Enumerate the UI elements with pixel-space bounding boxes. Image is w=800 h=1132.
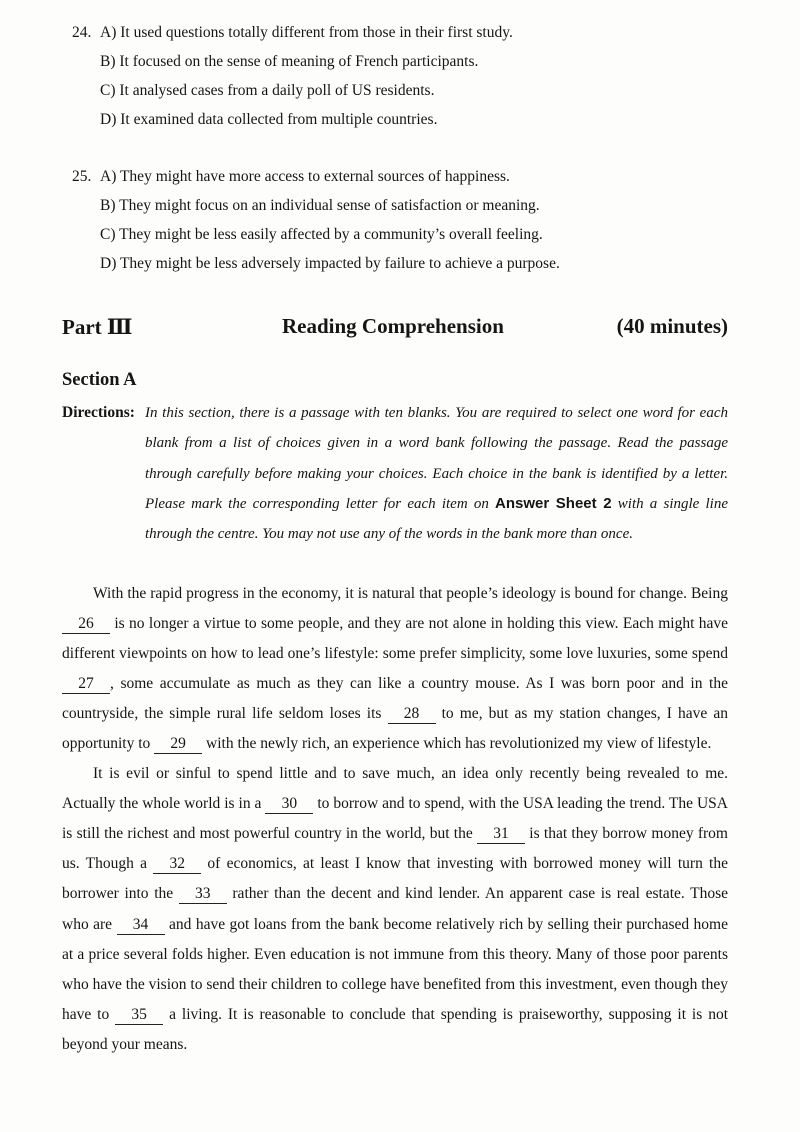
blank-34: 34 <box>117 916 165 935</box>
directions-text-part: In this section, there is a passage with ten blanks. You are required to select one word for each blank from a list of choices given in a word bank following the passage. Read the passage through carefully before making your choices. Each choice in the bank is identified by a letter. Please mark the corresponding letter for each item on <box>145 405 728 512</box>
option-text: It examined data collected from multiple countries. <box>120 111 438 128</box>
question-option <box>72 220 560 249</box>
blank-33: 33 <box>179 885 227 904</box>
option-text: They might be less adversely impacted by failure to achieve a purpose. <box>119 255 560 272</box>
answer-sheet-reference: Answer Sheet 2 <box>495 494 612 512</box>
question-number: 24. <box>72 24 92 41</box>
option-letter: B) <box>100 197 116 214</box>
question-option <box>72 18 513 47</box>
directions-label: Directions: <box>62 404 135 421</box>
blank-29: 29 <box>154 735 202 754</box>
option-letter: A) <box>100 24 117 41</box>
option-text: It analysed cases from a daily poll of US residents. <box>119 82 435 99</box>
passage-text: is no longer a virtue to some people, and they are not alone in holding this view. Each might have different viewpoints on how to lead one’s lifestyle: some prefer simplicity, some love luxuries, some spend <box>62 615 728 663</box>
question-option <box>72 162 560 191</box>
option-text: It used questions totally different from those in their first study. <box>120 24 513 41</box>
passage-text: and have got loans from the bank become relatively rich by selling their purchased home at a price several folds higher. Even education is not immune from this theory. Many of those poor parents who have the vision to send their children to college have benefited from this investment, even though they have to <box>62 915 728 1023</box>
blank-26: 26 <box>62 615 110 634</box>
option-text: It focused on the sense of meaning of French participants. <box>119 53 479 70</box>
option-letter: C) <box>100 82 116 99</box>
passage-text: with the newly rich, an experience which has revolutionized my view of lifestyle. <box>202 735 712 753</box>
passage-text: to borrow and to spend, with the USA leading the trend. The USA is still the richest and most powerful country in the world, but the <box>62 795 729 843</box>
option-letter: D) <box>100 255 117 272</box>
directions-text-part: with a single line through the centre. You may not use any of the words in the bank more than once. <box>145 495 728 543</box>
option-letter: A) <box>100 168 117 185</box>
option-text: They might focus on an individual sense of satisfaction or meaning. <box>119 197 540 214</box>
part-heading <box>62 314 728 344</box>
option-text: They might have more access to external sources of happiness. <box>119 168 510 185</box>
passage-paragraph <box>62 579 728 759</box>
passage-text: of economics, at least I know that investing with borrowed money will turn the borrower into the <box>62 855 728 903</box>
option-letter: C) <box>100 226 116 243</box>
option-letter: B) <box>100 53 116 70</box>
reading-passage <box>62 579 728 1060</box>
blank-27: 27 <box>62 675 110 694</box>
passage-paragraph <box>62 759 728 1059</box>
passage-text: to me, but as my station changes, I have an opportunity to <box>62 705 728 753</box>
directions-text <box>145 398 728 549</box>
blank-31: 31 <box>477 825 525 844</box>
question-number: 25. <box>72 168 92 185</box>
question-option <box>72 47 513 76</box>
passage-text: rather than the decent and kind lender. An apparent case is real estate. Those who are <box>62 885 728 933</box>
section-heading: Section A <box>62 370 137 390</box>
option-letter: D) <box>100 111 117 128</box>
question-24 <box>72 18 513 134</box>
passage-text: a living. It is reasonable to conclude that spending is praiseworthy, supposing it is not beyond your means. <box>62 1005 728 1053</box>
passage-text: With the rapid progress in the economy, it is natural that people’s ideology is bound for change. Being <box>93 585 728 602</box>
passage-text: is that they borrow money from us. Though a <box>62 825 728 873</box>
option-text: They might be less easily affected by a community’s overall feeling. <box>119 226 543 243</box>
part-title: Reading Comprehension <box>282 314 504 338</box>
blank-30: 30 <box>265 795 313 814</box>
blank-35: 35 <box>115 1006 163 1025</box>
question-option <box>72 76 513 105</box>
blank-28: 28 <box>388 705 436 724</box>
blank-32: 32 <box>153 855 201 874</box>
question-25 <box>72 162 560 278</box>
part-time-limit: (40 minutes) <box>616 314 728 338</box>
question-option <box>72 105 513 134</box>
passage-text: , some accumulate as much as they can like a country mouse. As I was born poor and in the countryside, the simple rural life seldom loses its <box>62 675 728 723</box>
question-option <box>72 191 560 220</box>
part-label: Part Ⅲ <box>62 315 133 339</box>
passage-text: It is evil or sinful to spend little and to save much, an idea only recently being revealed to me. Actually the whole world is in a <box>62 765 728 813</box>
question-option <box>72 249 560 278</box>
